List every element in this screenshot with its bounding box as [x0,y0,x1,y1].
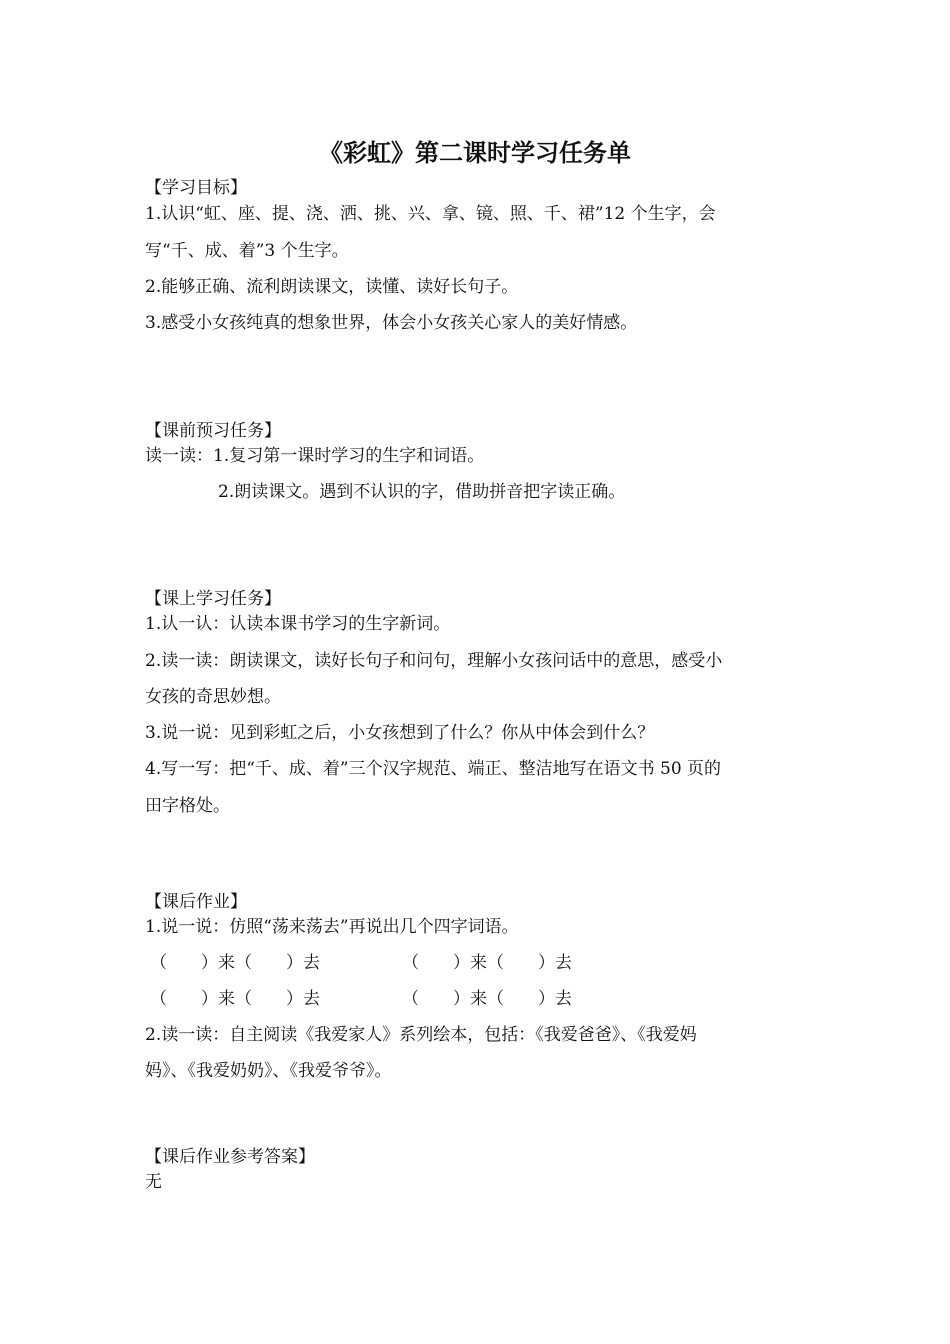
homework-line-1: 1.说一说：仿照“荡来荡去”再说出几个四字词语。 [145,917,519,937]
inclass-line-5: 4.写一写：把“千、成、着”三个汉字规范、端正、整洁地写在语文书 50 页的 [145,759,722,779]
goals-line-4: 3.感受小女孩纯真的想象世界，体会小女孩关心家人的美好情感。 [145,313,638,333]
homework-heading: 【课后作业】 [145,892,247,912]
answers-text: 无 [145,1172,162,1192]
inclass-line-3: 女孩的奇思妙想。 [145,687,281,707]
goals-line-2: 写“千、成、着”3 个生字。 [145,241,349,261]
blank-row-2-left: （ ）来（ ）去 [150,989,320,1009]
inclass-heading: 【课上学习任务】 [145,589,281,609]
answers-heading: 【课后作业参考答案】 [145,1147,315,1167]
goals-heading: 【学习目标】 [145,178,247,198]
goals-line-3: 2.能够正确、流利朗读课文，读懂、读好长句子。 [145,277,519,297]
inclass-line-1: 1.认一认：认读本课书学习的生字新词。 [145,614,451,634]
inclass-line-4: 3.说一说：见到彩虹之后，小女孩想到了什么？你从中体会到什么？ [145,723,655,743]
blank-row-1-left: （ ）来（ ）去 [150,953,320,973]
inclass-line-6: 田字格处。 [145,796,230,816]
blank-row-1-right: （ ）来（ ）去 [402,953,572,973]
inclass-line-2: 2.读一读：朗读课文，读好长句子和问句，理解小女孩问话中的意思，感受小 [145,651,723,671]
preview-line-2: 2.朗读课文。遇到不认识的字，借助拼音把字读正确。 [218,482,626,502]
goals-line-1: 1.认识“虹、座、提、浇、洒、挑、兴、拿、镜、照、千、裙”12 个生字，会 [145,204,716,224]
homework-line-2: 2.读一读：自主阅读《我爱家人》系列绘本，包括：《我爱爸爸》、《我爱妈 [145,1025,697,1045]
blank-row-2-right: （ ）来（ ）去 [402,989,572,1009]
preview-heading: 【课前预习任务】 [145,421,281,441]
page-title: 《彩虹》第二课时学习任务单 [319,139,631,167]
homework-line-3: 妈》、《我爱奶奶》、《我爱爷爷》。 [145,1061,392,1081]
preview-line-1: 读一读：1.复习第一课时学习的生字和词语。 [145,446,485,466]
